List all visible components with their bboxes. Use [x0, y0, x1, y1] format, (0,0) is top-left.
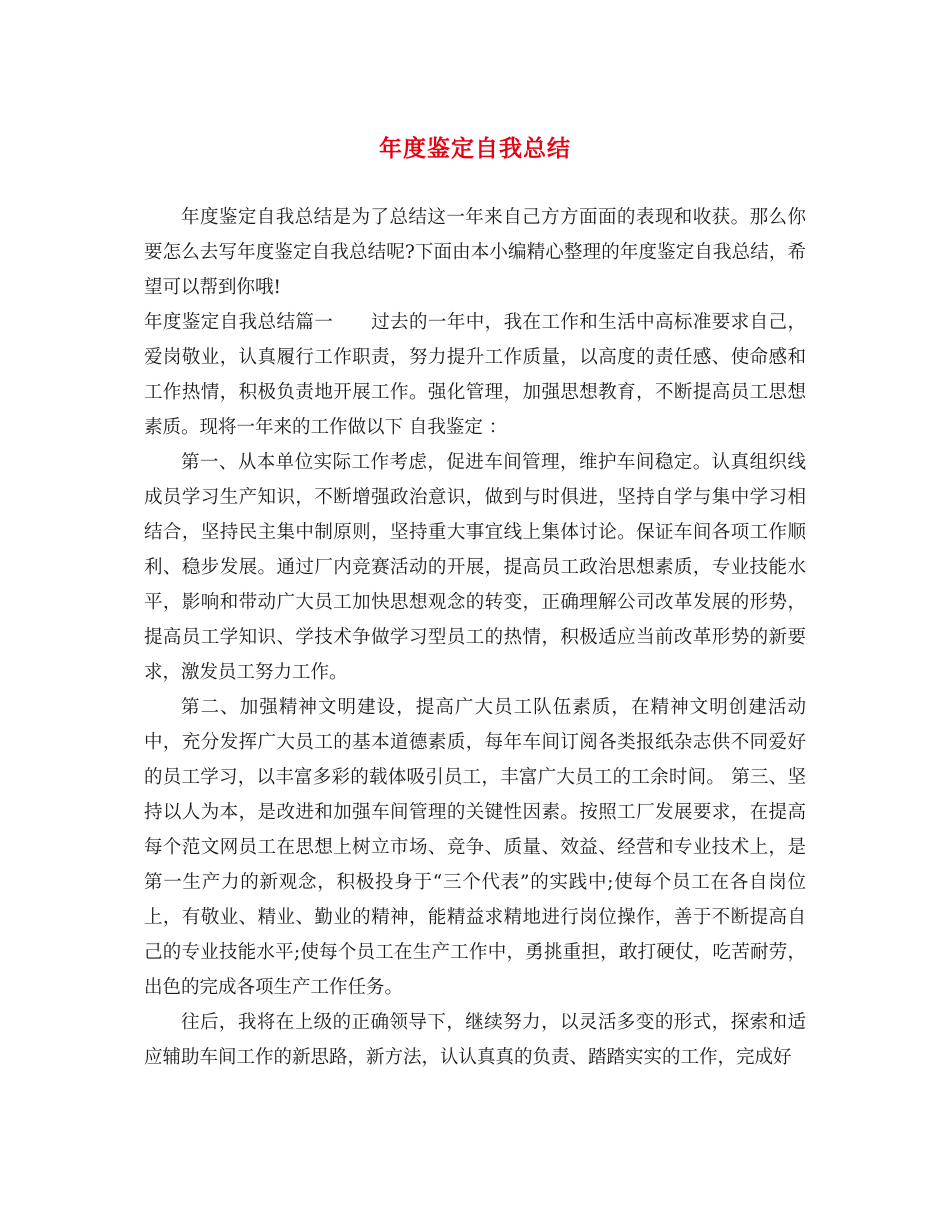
point-two-three-paragraph: 第二、加强精神文明建设，提高广大员工队伍素质，在精神文明创建活动中，充分发挥广大员工的基本道德素质，每年车间订阅各类报纸杂志供不同爱好的员工学习，以丰富多彩的载体吸引员工，丰富广大员工的工余时间。 第三、坚持以人为本，是改进和加强车间管理的关键性因素。按照工厂发展要求，在提高每个范文网员工在思想上树立市场、竞争、质量、效益、经营和专业技术上，是第一生产力的新观念，积极投身于“三个代表”的实践中;使每个员工在各自岗位上，有敬业、精业、勤业的精神，能精益求精地进行岗位操作，善于不断提高自己的专业技能水平;使每个员工在生产工作中，勇挑重担，敢打硬仗，吃苦耐劳，出色的完成各项生产工作任务。: [144, 697, 806, 998]
section-one-paragraph: 年度鉴定自我总结篇一 过去的一年中，我在工作和生活中高标准要求自己，爱岗敬业，认真履行工作职责，努力提升工作质量，以高度的责任感、使命感和工作热情，积极负责地开展工作。强化管理，加强思想教育，不断提高员工思想素质。现将一年来的工作做以下 自我鉴定 ：: [144, 312, 806, 438]
intro-paragraph: 年度鉴定自我总结是为了总结这一年来自己方方面面的表现和收获。那么你要怎么去写年度鉴定自我总结呢?下面由本小编精心整理的年度鉴定自我总结，希望可以帮到你哦!: [144, 207, 806, 298]
document-title: 年度鉴定自我总结: [379, 135, 571, 162]
document-body: [144, 200, 806, 1075]
closing-paragraph: 往后，我将在上级的正确领导下，继续努力，以灵活多变的形式，探索和适应辅助车间工作的新思路，新方法，认认真真的负责、踏踏实实的工作，完成好: [144, 1012, 806, 1068]
point-one-paragraph: 第一、从本单位实际工作考虑，促进车间管理，维护车间稳定。认真组织线成员学习生产知识，不断增强政治意识，做到与时俱进，坚持自学与集中学习相结合，坚持民主集中制原则，坚持重大事宜线上集体讨论。保证车间各项工作顺利、稳步发展。通过厂内竞赛活动的开展，提高员工政治思想素质，专业技能水平，影响和带动广大员工加快思想观念的转变，正确理解公司改革发展的形势，提高员工学知识、学技术争做学习型员工的热情，积极适应当前改革形势的新要求，激发员工努力工作。: [144, 452, 806, 683]
